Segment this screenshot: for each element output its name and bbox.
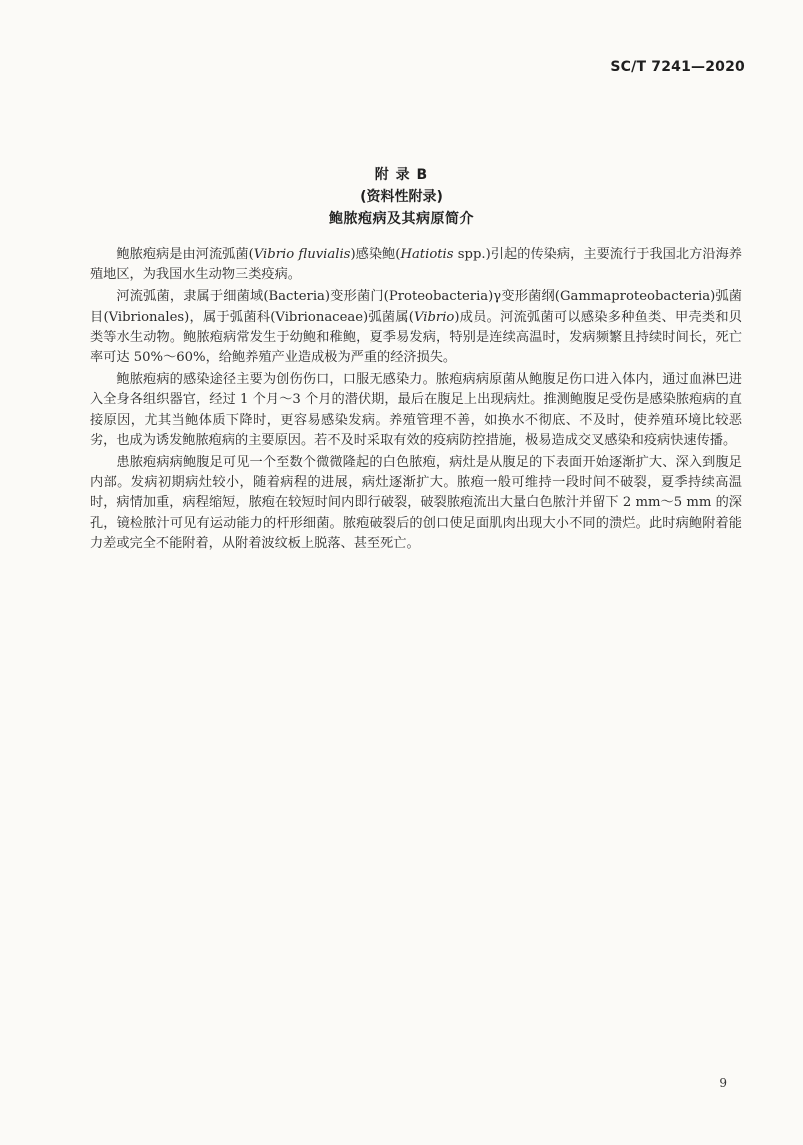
paragraph-3: 鲍脓疱病的感染途径主要为创伤伤口，口服无感染力。脓疱病病原菌从鲍腹足伤口进入体内，通过血淋巴进入全身各组织器官，经过 1 个月～3 个月的潜伏期，最后在腹足上出现病灶。推测鲍腹足受伤是感染脓疱病的直接原因，尤其当鲍体质下降时，更容易感染发病。养殖管理不善，如换水不彻底、不及时，使养殖环境比较恶劣，也成为诱发鲍脓疱病的主要原因。若不及时采取有效的疫病防控措施，极易造成交叉感染和疫病快速传播。 <box>90 372 742 448</box>
paragraph-2-text-a: 河流弧菌，隶属于细菌域(Bacteria)变形菌门(Proteobacteria)γ变形菌纲(Gammaproteobacteria)弧菌目(Vibrionales)，属于弧菌科(Vibrionaceae)弧菌属( <box>90 289 742 325</box>
paragraph-1-text-e: spp.)引起的传染病，主要流行于我国北方沿海养殖地区，为我国水生动物三类疫病。 <box>90 247 742 283</box>
paragraph-2 <box>90 287 742 368</box>
appendix-title: 附 录 B <box>374 167 429 183</box>
genus-name-hatiotis: Hatiotis <box>400 247 454 262</box>
species-name-vibrio-fluvialis: Vibrio fluvialis <box>253 247 351 262</box>
page-number: 9 <box>719 1076 727 1090</box>
paragraph-1-text-c: )感染鲍( <box>350 247 401 262</box>
standard-code: SC/T 7241—2020 <box>610 59 745 75</box>
paragraph-1-text-a: 鲍脓疱病是由河流弧菌( <box>116 247 254 262</box>
appendix-subject: 鲍脓疱病及其病原简介 <box>329 211 474 227</box>
appendix-type: (资料性附录) <box>360 189 443 205</box>
paragraph-1 <box>90 245 742 285</box>
body-text <box>90 245 742 556</box>
genus-name-vibrio: Vibrio <box>413 309 455 325</box>
paragraph-4: 患脓疱病病鲍腹足可见一个至数个微微隆起的白色脓疱，病灶是从腹足的下表面开始逐渐扩大、深入到腹足内部。发病初期病灶较小，随着病程的进展，病灶逐渐扩大。脓疱一般可维持一段时间不破裂，夏季持续高温时，病情加重，病程缩短，脓疱在较短时间内即行破裂，破裂脓疱流出大量白色脓汁并留下 2 mm～5 mm 的深孔，镜检脓汁可见有运动能力的杆形细菌。脓疱破裂后的创口使足面肌肉出现大小不同的溃烂。此时病鲍附着能力差或完全不能附着，从附着波纹板上脱落、甚至死亡。 <box>90 455 742 551</box>
paragraph-2-text-c: )成员。河流弧菌可以感染多种鱼类、甲壳类和贝类等水生动物。鲍脓疱病常发生于幼鲍和稚鲍，夏季易发病，特别是连续高温时，发病频繁且持续时间长，死亡率可达 50%～60%，给鲍养殖产业造成极为严重的经济损失。 <box>90 309 742 366</box>
